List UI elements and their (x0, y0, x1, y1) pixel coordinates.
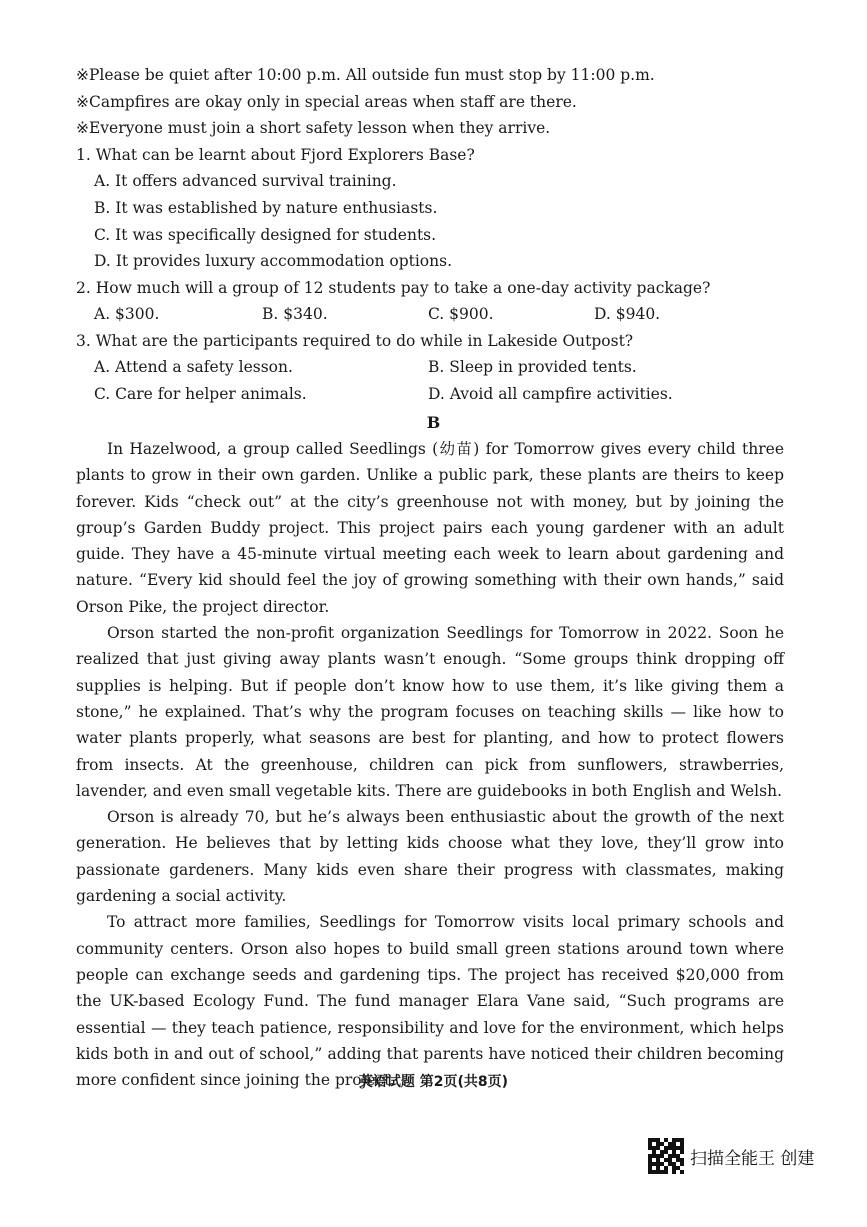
rule-item: ※Everyone must join a short safety lesson when they arrive. (76, 119, 551, 137)
scanner-watermark (648, 1138, 814, 1174)
scanner-watermark-text: 扫描全能王 创建 (690, 1148, 815, 1169)
question-3-option-a: A. Attend a safety lesson. (94, 358, 293, 376)
question-1-option-a: A. It offers advanced survival training. (94, 172, 397, 190)
reading-passage (76, 436, 784, 1093)
question-1-option-b: B. It was established by nature enthusiasts. (94, 199, 438, 217)
rule-item: ※Please be quiet after 10:00 p.m. All outside fun must stop by 11:00 p.m. (76, 66, 655, 84)
question-1-stem: 1. What can be learnt about Fjord Explorers Base? (76, 146, 475, 164)
passage-paragraph: In Hazelwood, a group called Seedlings (幼苗) for Tomorrow gives every child three plants to grow in their own garden. Unlike a public park, these plants are theirs to keep forever. Kids “check out” at the city’s greenhouse not with money, but by joining the group’s Garden Buddy project. This project pairs each young gardener with an adult guide. They have a 45-minute virtual meeting each week to learn about gardening and nature. “Every kid should feel the joy of growing something with their own hands,” said Orson Pike, the project director. (76, 440, 784, 616)
question-2-option-d: D. $940. (594, 305, 661, 323)
question-2-option-a: A. $300. (94, 305, 160, 323)
question-1-option-c: C. It was specifically designed for students. (94, 226, 437, 244)
question-2-stem: 2. How much will a group of 12 students pay to take a one-day activity package? (76, 279, 711, 297)
question-3-stem: 3. What are the participants required to do while in Lakeside Outpost? (76, 332, 634, 350)
passage-paragraph: Orson is already 70, but he’s always been enthusiastic about the growth of the next generation. He believes that by letting kids choose what they love, they’ll grow into passionate gardeners. Many kids even share their progress with classmates, making gardening a social activity. (76, 808, 784, 906)
rule-item: ※Campfires are okay only in special areas when staff are there. (76, 93, 577, 111)
passage-paragraph: Orson started the non-profit organization Seedlings for Tomorrow in 2022. Soon he realized that just giving away plants wasn’t enough. “Some groups think dropping off supplies is helping. But if people don’t know how to use them, it’s like giving them a stone,” he explained. That’s why the program focuses on teaching skills — like how to water plants properly, what seasons are best for planting, and how to protect flowers from insects. At the greenhouse, children can pick from sunflowers, strawberries, lavender, and even small vegetable kits. There are guidebooks in both English and Welsh. (76, 624, 784, 800)
question-3-option-d: D. Avoid all campfire activities. (428, 385, 673, 403)
passage-paragraph: To attract more families, Seedlings for Tomorrow visits local primary schools and community centers. Orson also hopes to build small green stations around town where people can exchange seeds and gardening tips. The project has received $20,000 from the UK-based Ecology Fund. The fund manager Elara Vane said, “Such programs are essential — they teach patience, responsibility and love for the environment, which helps kids both in and out of school,” adding that parents have noticed their children becoming more confident since joining the project. (76, 913, 784, 1090)
question-3-option-c: C. Care for helper animals. (94, 385, 307, 403)
page-footer: 英语试题 第2页(共8页) (358, 1074, 509, 1090)
qr-code-icon (648, 1138, 684, 1174)
section-label: B (426, 413, 441, 432)
question-1-option-d: D. It provides luxury accommodation options. (94, 252, 453, 270)
question-3-option-b: B. Sleep in provided tents. (428, 358, 637, 376)
question-2-option-c: C. $900. (428, 305, 494, 323)
question-2-option-b: B. $340. (262, 305, 328, 323)
